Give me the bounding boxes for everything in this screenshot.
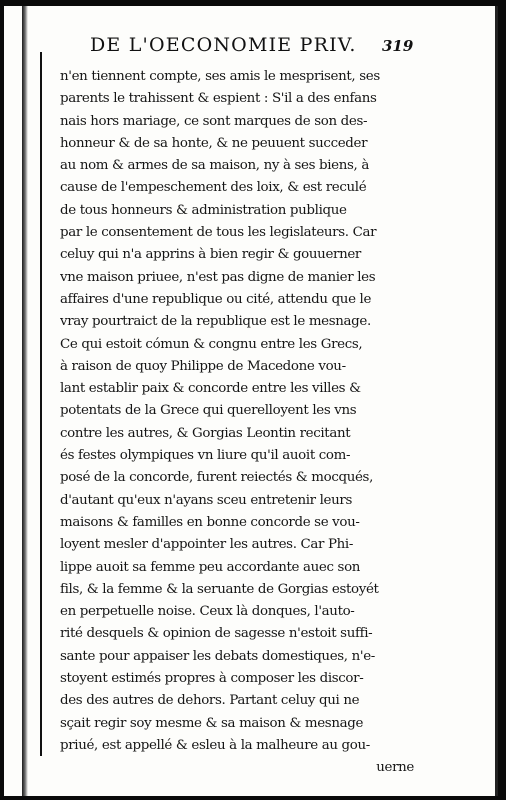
- text-line: par le consentement de tous les legislateurs. Car: [60, 225, 377, 241]
- text-line: contre les autres, & Gorgias Leontin recitant: [60, 425, 351, 441]
- text-line: priué, est appellé & esleu à la malheure au gou-: [60, 737, 370, 753]
- text-line: és festes olympiques vn liure qu'il auoit com-: [60, 448, 351, 464]
- running-head: DE L'OECONOMIE PRIV.: [90, 34, 357, 56]
- gutter-edge-line: [40, 52, 42, 756]
- text-line: lant establir paix & concorde entre les villes &: [60, 381, 361, 397]
- gutter-shadow: [22, 6, 28, 796]
- text-line: rité desquels & opinion de sagesse n'estoit suffi-: [60, 626, 373, 642]
- text-line: sante pour appaiser les debats domestiques, n'e-: [60, 648, 375, 664]
- text-line: des des autres de dehors. Partant celuy qui ne: [60, 693, 360, 709]
- text-line: maisons & familles en bonne concorde se vou-: [60, 514, 360, 530]
- text-line: honneur & de sa honte, & ne peuuent succeder: [60, 135, 368, 151]
- text-line: à raison de quoy Philippe de Macedone vou-: [60, 358, 346, 374]
- catchword: uerne: [376, 760, 414, 776]
- text-line: vray pourtraict de la republique est le mesnage.: [60, 314, 371, 330]
- text-line: posé de la concorde, furent reiectés & mocqués,: [60, 470, 373, 486]
- text-line: nais hors mariage, ce sont marques de son des-: [60, 113, 368, 129]
- text-line: n'en tiennent compte, ses amis le mesprisent, ses: [60, 69, 380, 84]
- text-line: stoyent estimés propres à composer les discor-: [60, 671, 364, 687]
- text-line: Ce qui estoit cómun & congnu entre les Grecs,: [60, 336, 363, 352]
- text-line: cause de l'empeschement des loix, & est reculé: [60, 180, 367, 196]
- text-line: fils, & la femme & la seruante de Gorgias estoyét: [60, 581, 379, 597]
- page-edge: [495, 6, 498, 796]
- text-line: en perpetuelle noise. Ceux là donques, l'auto-: [60, 604, 355, 620]
- book-leaf: [4, 6, 498, 796]
- text-line: potentats de la Grece qui querelloyent les vns: [60, 403, 357, 419]
- body-text: [60, 66, 420, 780]
- text-line: affaires d'une republique ou cité, attendu que le: [60, 291, 372, 307]
- text-line: sçait regir soy mesme & sa maison & mesnage: [60, 715, 364, 731]
- text-line: de tous honneurs & administration publique: [60, 202, 347, 218]
- text-line: lippe auoit sa femme peu accordante auec son: [60, 559, 361, 575]
- text-line: vne maison priuee, n'est pas digne de manier les: [60, 269, 376, 285]
- text-line: au nom & armes de sa maison, ny à ses biens, à: [60, 158, 369, 174]
- text-line: celuy qui n'a apprins à bien regir & gouuerner: [60, 247, 361, 263]
- text-line: parents le trahissent & espient : S'il a des enfans: [60, 91, 377, 107]
- text-line: loyent mesler d'appointer les autres. Car Phi-: [60, 537, 354, 553]
- text-line: d'autant qu'eux n'ayans sceu entretenir leurs: [60, 492, 352, 508]
- page-number: 319: [382, 37, 414, 55]
